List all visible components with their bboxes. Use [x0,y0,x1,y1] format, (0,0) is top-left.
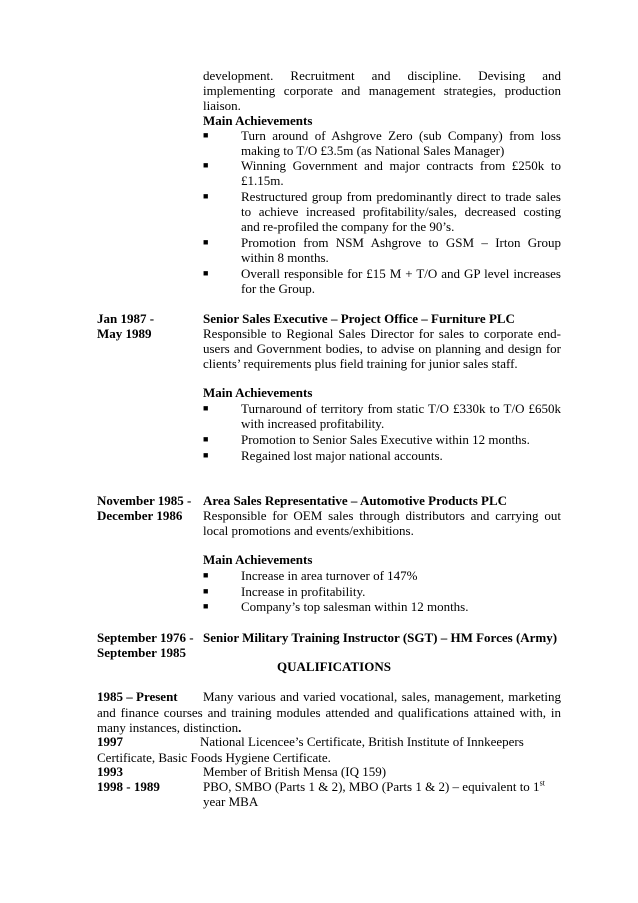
job-achievements-label: Main Achievements [203,385,313,400]
intro-bullet-2 [203,158,561,188]
qualifications-heading: QUALIFICATIONS [277,659,391,674]
bullet-square-icon: ■ [203,403,209,413]
bullet-text: Turn around of Ashgrove Zero (sub Company) from loss making to T/O £3.5m (as National Sales Manager) [241,128,561,158]
bullet-square-icon: ■ [203,130,209,140]
qualification-superscript: st [539,778,545,788]
qualification-entry-2 [97,734,561,765]
job-date-end: September 1985 [97,645,186,660]
bullet-square-icon: ■ [203,570,209,580]
qualification-text: Member of British Mensa (IQ 159) [203,764,387,779]
job-title: Senior Sales Executive – Project Office – Furniture PLC [203,311,515,326]
job-date-start: September 1976 - [97,630,194,645]
bullet-text: Promotion to Senior Sales Executive within 12 months. [241,432,530,447]
bullet-square-icon: ■ [203,586,209,596]
intro-bullet-4 [203,235,561,265]
job-bullet-2 [203,584,561,599]
qualification-date: 1993 [97,764,123,779]
bullet-square-icon: ■ [203,237,209,247]
intro-bullet-5 [203,266,561,296]
qualification-entry-1 [97,689,561,736]
bullet-square-icon: ■ [203,601,209,611]
bullet-square-icon: ■ [203,268,209,278]
job-bullet-3 [203,448,561,463]
job-achievements-label: Main Achievements [203,552,313,567]
intro-achievements-label: Main Achievements [203,113,313,128]
bullet-text: Winning Government and major contracts from £250k to £1.15m. [241,158,561,188]
bullet-text: Overall responsible for £15 M + T/O and GP level increases for the Group. [241,266,561,296]
job-description: Responsible for OEM sales through distributors and carrying out local promotions and events/exhibitions. [203,508,561,538]
qualification-text: National Licencee’s Certificate, British Institute of Innkeepers Certificate, Basic Foods Hygiene Certificate. [97,734,524,765]
job-date-end: December 1986 [97,508,183,523]
bullet-square-icon: ■ [203,434,209,444]
qualification-date: 1997 [97,734,123,749]
qualification-end: . [238,720,242,735]
bullet-text: Promotion from NSM Ashgrove to GSM – Irton Group within 8 months. [241,235,561,265]
bullet-text: Regained lost major national accounts. [241,448,443,463]
job-description: Responsible to Regional Sales Director for sales to corporate end-users and Government bodies, to advise on planning and design for clients’ requirements plus field training for junior sales staff. [203,326,561,371]
job-bullet-1 [203,568,561,583]
job-date-start: November 1985 - [97,493,192,508]
intro-bullet-1 [203,128,561,158]
intro-bullet-3 [203,189,561,234]
qualification-text: PBO, SMBO (Parts 1 & 2), MBO (Parts 1 & 2) – equivalent to 1 [203,779,540,794]
qualification-date: 1985 – Present [97,689,178,704]
qualification-text-cont: year MBA [203,794,259,809]
job-date-start: Jan 1987 - [97,311,155,326]
bullet-square-icon: ■ [203,450,209,460]
job-date-end: May 1989 [97,326,152,341]
bullet-text: Increase in profitability. [241,584,366,599]
bullet-square-icon: ■ [203,191,209,201]
bullet-text: Restructured group from predominantly direct to trade sales to achieve increased profitability/sales, decreased costing and re-profiled the company for the 90’s. [241,189,561,234]
bullet-text: Turnaround of territory from static T/O £330k to T/O £650k with increased profitability. [241,401,561,431]
qualification-date: 1998 - 1989 [97,779,160,794]
job-title: Area Sales Representative – Automotive Products PLC [203,493,508,508]
bullet-text: Increase in area turnover of 147% [241,568,418,583]
qualification-entry-4 [203,779,561,809]
job-title: Senior Military Training Instructor (SGT) – HM Forces (Army) [203,630,558,645]
qualification-text: Many various and varied vocational, sales, management, marketing and finance courses and training modules attended and qualifications attained with, in many instances, distinction [97,689,561,735]
intro-text: development. Recruitment and discipline. Devising and implementing corporate and management strategies, production liaison. [203,68,561,113]
job-bullet-1 [203,401,561,431]
job-bullet-2 [203,432,561,447]
job-bullet-3 [203,599,561,614]
bullet-square-icon: ■ [203,160,209,170]
bullet-text: Company’s top salesman within 12 months. [241,599,469,614]
